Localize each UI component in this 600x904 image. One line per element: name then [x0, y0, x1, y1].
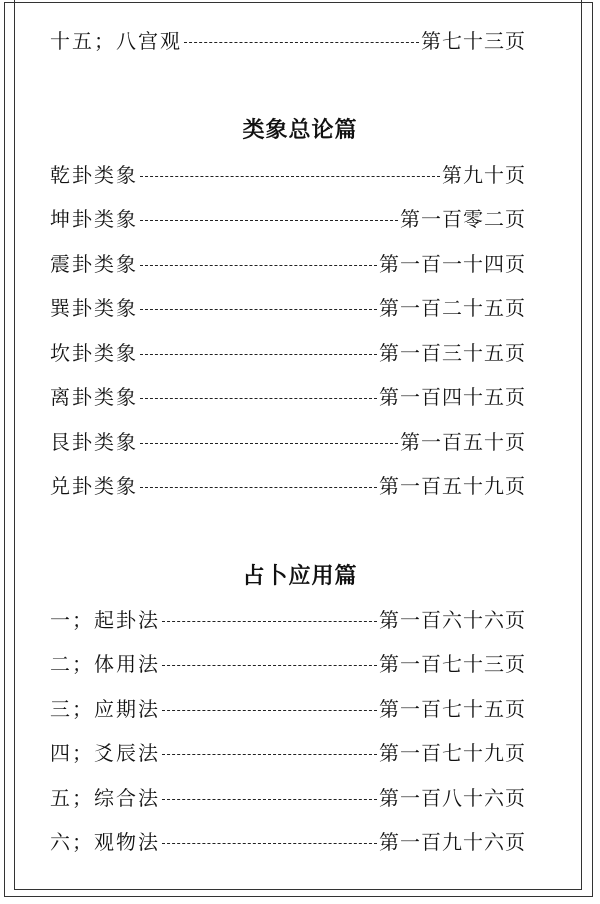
section-heading-zhan-bu: 占卜应用篇: [242, 564, 358, 589]
toc-entry-label: 艮卦类象: [50, 430, 138, 454]
toc-entry[interactable]: [50, 160, 526, 190]
dotted-leader: [140, 487, 377, 488]
toc-entry-page: 第一百五十页: [400, 430, 526, 454]
toc-entry[interactable]: [50, 427, 526, 457]
toc-entry-page: 第一百零二页: [400, 207, 526, 231]
toc-entry-page: 第一百九十六页: [379, 830, 526, 854]
toc-entry[interactable]: [50, 382, 526, 412]
toc-entry-label: 六；观物法: [50, 830, 160, 854]
dotted-leader: [140, 265, 377, 266]
toc-entry-label: 三；应期法: [50, 697, 160, 721]
toc-entry-label: 十五；八宫观: [50, 29, 182, 53]
toc-entry-label: 一；起卦法: [50, 608, 160, 632]
toc-entry[interactable]: [50, 293, 526, 323]
toc-entry-page: 第一百七十三页: [379, 652, 526, 676]
toc-entry-page: 第一百三十五页: [379, 341, 526, 365]
dotted-leader: [162, 665, 377, 666]
toc-entry-label: 兑卦类象: [50, 474, 138, 498]
dotted-leader: [162, 710, 377, 711]
toc-entry[interactable]: [50, 827, 526, 857]
toc-entry-page: 第一百五十九页: [379, 474, 526, 498]
toc-entry-page: 第一百四十五页: [379, 385, 526, 409]
dotted-leader: [162, 843, 377, 844]
toc-entry-label: 坤卦类象: [50, 207, 138, 231]
toc-entry[interactable]: [50, 738, 526, 768]
toc-entry-page: 第一百七十五页: [379, 697, 526, 721]
toc-entry[interactable]: [50, 694, 526, 724]
section-heading-lei-xiang: 类象总论篇: [242, 118, 358, 143]
toc-entry[interactable]: [50, 338, 526, 368]
toc-entry-label: 二；体用法: [50, 652, 160, 676]
toc-entry-page: 第九十页: [442, 163, 526, 187]
dotted-leader: [140, 443, 398, 444]
toc-entry-label: 四；爻辰法: [50, 741, 160, 765]
toc-entry-page: 第一百七十九页: [379, 741, 526, 765]
dotted-leader: [162, 799, 377, 800]
toc-entry[interactable]: [50, 783, 526, 813]
toc-entry[interactable]: [50, 649, 526, 679]
dotted-leader: [162, 621, 377, 622]
toc-entry[interactable]: [50, 471, 526, 501]
toc-entry-page: 第一百一十四页: [379, 252, 526, 276]
toc-entry-page: 第一百二十五页: [379, 296, 526, 320]
toc-entry-label: 乾卦类象: [50, 163, 138, 187]
dotted-leader: [140, 220, 398, 221]
toc-entry-label: 坎卦类象: [50, 341, 138, 365]
dotted-leader: [140, 176, 440, 177]
toc-entry-label: 离卦类象: [50, 385, 138, 409]
toc-entry-ba-gong-guan[interactable]: [50, 26, 526, 56]
toc-entry-label: 五；综合法: [50, 786, 160, 810]
dotted-leader: [162, 754, 377, 755]
dotted-leader: [140, 354, 377, 355]
dotted-leader: [140, 309, 377, 310]
dotted-leader: [140, 398, 377, 399]
toc-entry-label: 巽卦类象: [50, 296, 138, 320]
toc-entry-label: 震卦类象: [50, 252, 138, 276]
toc-entry-page: 第七十三页: [421, 29, 526, 53]
toc-entry[interactable]: [50, 249, 526, 279]
toc-entry[interactable]: [50, 605, 526, 635]
toc-entry-page: 第一百六十六页: [379, 608, 526, 632]
toc-entry-page: 第一百八十六页: [379, 786, 526, 810]
toc-entry[interactable]: [50, 204, 526, 234]
dotted-leader: [184, 42, 419, 43]
